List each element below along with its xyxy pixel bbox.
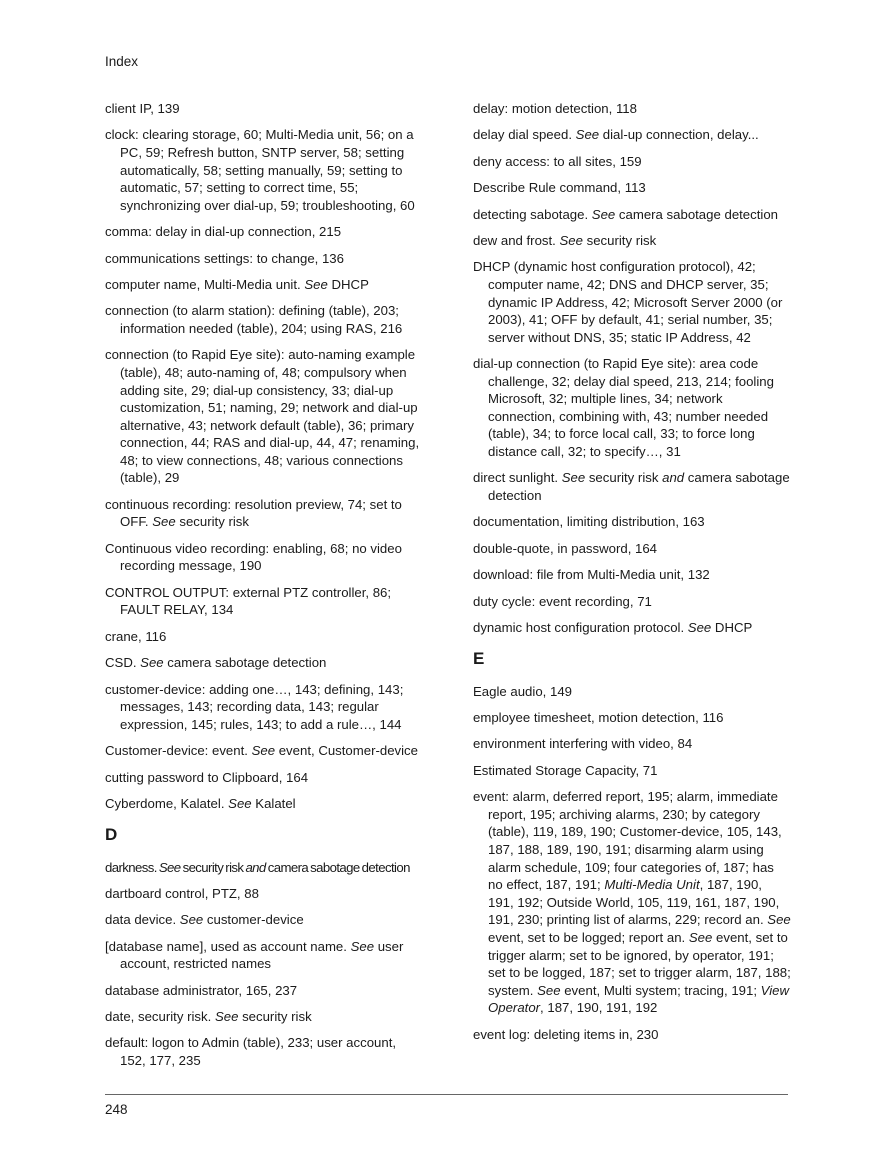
index-entry-text-run: dial-up connection (to Rapid Eye site): area code challenge, 32; delay dial speed, 213, 214; fooling Microsoft, 32; multiple lines, 34; network connection, combining with, 43; number needed (table), 34; to force local call, 33; to force long distance call, 32; to specify…, 31 [473,356,774,460]
index-entry [105,1008,423,1026]
page-number: 248 [105,1102,128,1117]
index-entry-text-run: clock: clearing storage, 60; Multi-Media unit, 56; on a PC, 59; Refresh button, SNTP server, 58; setting automatically, 58; setting manually, 59; setting to automatic, 57; setting to correct time, 55; synchronizing over dial-up, 59; troubleshooting, 60 [105,127,415,213]
index-entry [473,153,791,171]
index-entry-italic-run: Multi-Media Unit [604,877,700,893]
index-entry-text-run: dynamic host configuration protocol. [473,620,688,636]
index-entry-text-run: Continuous video recording: enabling, 68; no video recording message, 190 [105,540,402,574]
index-entry [105,885,423,903]
index-entry-italic-run: See [158,859,181,875]
index-entry-text-run: event, Multi system; tracing, 191; [560,982,761,998]
index-entry [105,223,423,241]
index-entry-italic-run: See [767,912,791,928]
index-entry [105,742,423,760]
index-entry-italic-run: and [662,470,685,486]
index-entry-text-run: delay dial speed. [473,127,576,143]
index-entry-text-run: DHCP (dynamic host configuration protocol), 42; computer name, 42; DNS and DHCP server, 35; dynamic IP Address, 42; Microsoft Server 2000 (or 2003), 41; OFF by default, 41; serial number, 35; server without DNS, 35; static IP Address, 42 [473,259,783,345]
index-entry-text-run: double-quote, in password, 164 [473,540,658,556]
index-entry-text-run: DHCP [327,276,369,292]
index-entry-italic-run: View Operator [488,982,790,1016]
index-entry [105,302,423,337]
index-entry [473,206,791,224]
index-entry [105,276,423,294]
index-entry-text-run: duty cycle: event recording, 71 [473,593,652,609]
index-entry-text-run: customer-device [203,912,304,928]
index-entry [105,100,423,118]
index-entry-text-run: cutting password to Clipboard, 164 [105,769,309,785]
index-entry-italic-run: See [304,276,328,292]
index-entry-text-run: , 187, 190, 191, 192; Outside World, 105, 119, 161, 187, 190, 191, 230; printing list of alarms, 229; record an. [488,877,780,928]
index-entry-text-run: camera sabotage detection [163,655,327,671]
index-entry [473,788,791,1017]
index-entry [473,540,791,558]
index-entry-text-run: data device. [105,912,180,928]
section-letter-d: D [105,824,118,844]
index-entry-text-run: camera sabotage detection [265,859,410,875]
index-entry [473,762,791,780]
index-entry [105,859,423,877]
index-column-left [105,100,423,1078]
index-entry-text-run: CSD. [105,655,141,671]
index-entry-text-run: security risk [180,859,246,875]
index-entry [473,126,791,144]
index-entry-text-run: [database name], used as account name. [105,938,351,954]
index-entry-text-run: event, set to trigger alarm; set to be ignored, by operator, 191; set to be logged, 187; set to trigger alarm, 187, 188; system. [488,929,791,998]
index-entry [473,566,791,584]
index-entry-text-run: connection (to alarm station): defining (table), 203; information needed (table), 204; using RAS, 216 [105,303,403,336]
index-entry [105,628,423,646]
index-entry-italic-run: See [591,206,616,222]
index-entry-text-run: user account, restricted names [120,938,404,972]
index-entry-text-run: dial-up connection, delay... [599,127,759,143]
index-entry [473,593,791,611]
index-entry-italic-run: See [350,938,375,954]
section-letter-e: E [473,648,485,668]
index-entry-text-run: event: alarm, deferred report, 195; alarm, immediate report, 195; archiving alarms, 230; by category (table), 119, 189, 190; Customer-device, 105, 143, 187, 188, 189, 190, 191; disarming alarm using alarm schedule, 109; four categories of, 187; has no effect, 187, 191; [473,789,782,893]
index-entry-italic-run: See [214,1009,239,1025]
running-header: Index [105,54,139,69]
index-entry-italic-run: See [575,127,600,143]
index-entry-text-run: security risk [238,1009,312,1025]
index-entry-italic-run: See [537,982,561,998]
index-entry-text-run: Kalatel [251,795,296,811]
index-entry [105,346,423,487]
index-entry-text-run: continuous recording: resolution preview, 74; set to OFF. [105,496,402,530]
index-entry-text-run: security risk [585,470,663,486]
index-entry-text-run: Customer-device: event. [105,743,252,759]
index-entry-text-run: dartboard control, PTZ, 88 [105,885,259,901]
index-entry-text-run: employee timesheet, motion detection, 116 [473,710,724,725]
index-entry-text-run: default: logon to Admin (table), 233; user account, 152, 177, 235 [105,1035,397,1069]
index-entry-text-run: client IP, 139 [105,101,180,116]
index-entry [105,938,423,973]
index-entry-italic-run: See [251,743,276,759]
entry-group-d-right [473,100,791,637]
footer-divider [105,1094,788,1095]
index-entry-text-run: event, set to be logged; report an. [488,929,689,945]
index-entry-text-run: delay: motion detection, 118 [473,101,637,116]
index-entry-text-run: Estimated Storage Capacity, 71 [473,762,658,778]
index-entry-italic-run: See [559,232,583,248]
index-entry-text-run: deny access: to all sites, 159 [473,153,642,169]
index-column-right [473,100,791,1052]
index-entry [473,1026,791,1044]
index-entry-text-run: camera sabotage detection [488,470,790,504]
index-entry-text-run: , 187, 190, 191, 192 [540,1000,658,1016]
index-entry-italic-run: See [228,795,252,811]
index-entry [473,179,791,197]
index-entry-text-run: documentation, limiting distribution, 163 [473,514,705,530]
index-entry-italic-run: See [561,470,586,486]
index-entry-text-run: event log: deleting items in, 230 [473,1026,659,1042]
index-entry-text-run: comma: delay in dial-up connection, 215 [105,224,342,240]
index-entry [105,1034,423,1069]
index-entry-italic-run: See [687,620,712,636]
index-entry-italic-run: and [245,859,266,875]
index-entry [105,911,423,929]
index-entry-italic-run: See [179,912,204,928]
index-entry [473,683,791,701]
index-entry [105,496,423,531]
index-entry [105,681,423,734]
index-entry-italic-run: See [152,514,176,530]
index-entry-text-run: connection (to Rapid Eye site): auto-naming example (table), 48; auto-naming of, 48; compulsory when adding site, 29; dial-up consistency, 33; dial-up customization, 51; naming, 29; network and dial-up alternative, 43; network default (table), 36; primary connection, 44; RAS and dial-up, 44, 47; renaming, 48; to view connections, 48; various connections (table), 29 [105,347,420,486]
index-entry-text-run: environment interfering with video, 84 [473,736,693,752]
index-entry-italic-run: See [140,655,164,671]
index-entry-text-run: customer-device: adding one…, 143; defining, 143; messages, 143; recording data, 143; regular expression, 145; rules, 143; to add a rule…, 144 [105,681,404,732]
index-entry [473,258,791,346]
index-entry [105,795,423,813]
index-entry-text-run: database administrator, 165, 237 [105,982,298,998]
index-entry-text-run: direct sunlight. [473,470,562,486]
index-entry-text-run: crane, 116 [105,628,167,644]
index-entry-text-run: darkness. [105,859,159,875]
index-entry-text-run: date, security risk. [105,1009,215,1025]
index-entry-text-run: security risk [175,514,249,530]
entry-group-e [473,683,791,1044]
index-entry-text-run: computer name, Multi-Media unit. [105,276,305,292]
index-entry-text-run: DHCP [711,620,753,636]
index-entry [105,250,423,268]
index-entry [105,584,423,619]
index-entry [105,982,423,1000]
entry-group-c [105,100,423,813]
index-entry-text-run: event, Customer-device [275,743,418,759]
index-entry-text-run: camera sabotage detection [615,206,779,222]
index-entry [473,709,791,727]
index-entry [473,619,791,637]
index-entry [473,513,791,531]
index-entry [105,540,423,575]
index-entry-text-run: detecting sabotage. [473,206,592,222]
index-entry-text-run: dew and frost. [473,232,560,248]
index-entry [473,232,791,250]
index-entry [105,126,423,214]
index-entry-italic-run: See [688,929,713,945]
index-entry [473,355,791,461]
index-entry-text-run: Describe Rule command, 113 [473,180,646,196]
entry-group-d-left [105,859,423,1070]
index-entry-text-run: CONTROL OUTPUT: external PTZ controller, 86; FAULT RELAY, 134 [105,584,392,618]
index-entry [473,735,791,753]
index-entry-text-run: Eagle audio, 149 [473,683,572,699]
index-entry-text-run: communications settings: to change, 136 [105,250,344,266]
index-entry [105,769,423,787]
index-entry-text-run: Cyberdome, Kalatel. [105,795,229,811]
index-entry-text-run: download: file from Multi-Media unit, 132 [473,567,710,583]
index-entry-text-run: security risk [582,232,657,248]
index-entry [473,100,791,118]
index-entry [473,469,791,504]
index-entry [105,654,423,672]
